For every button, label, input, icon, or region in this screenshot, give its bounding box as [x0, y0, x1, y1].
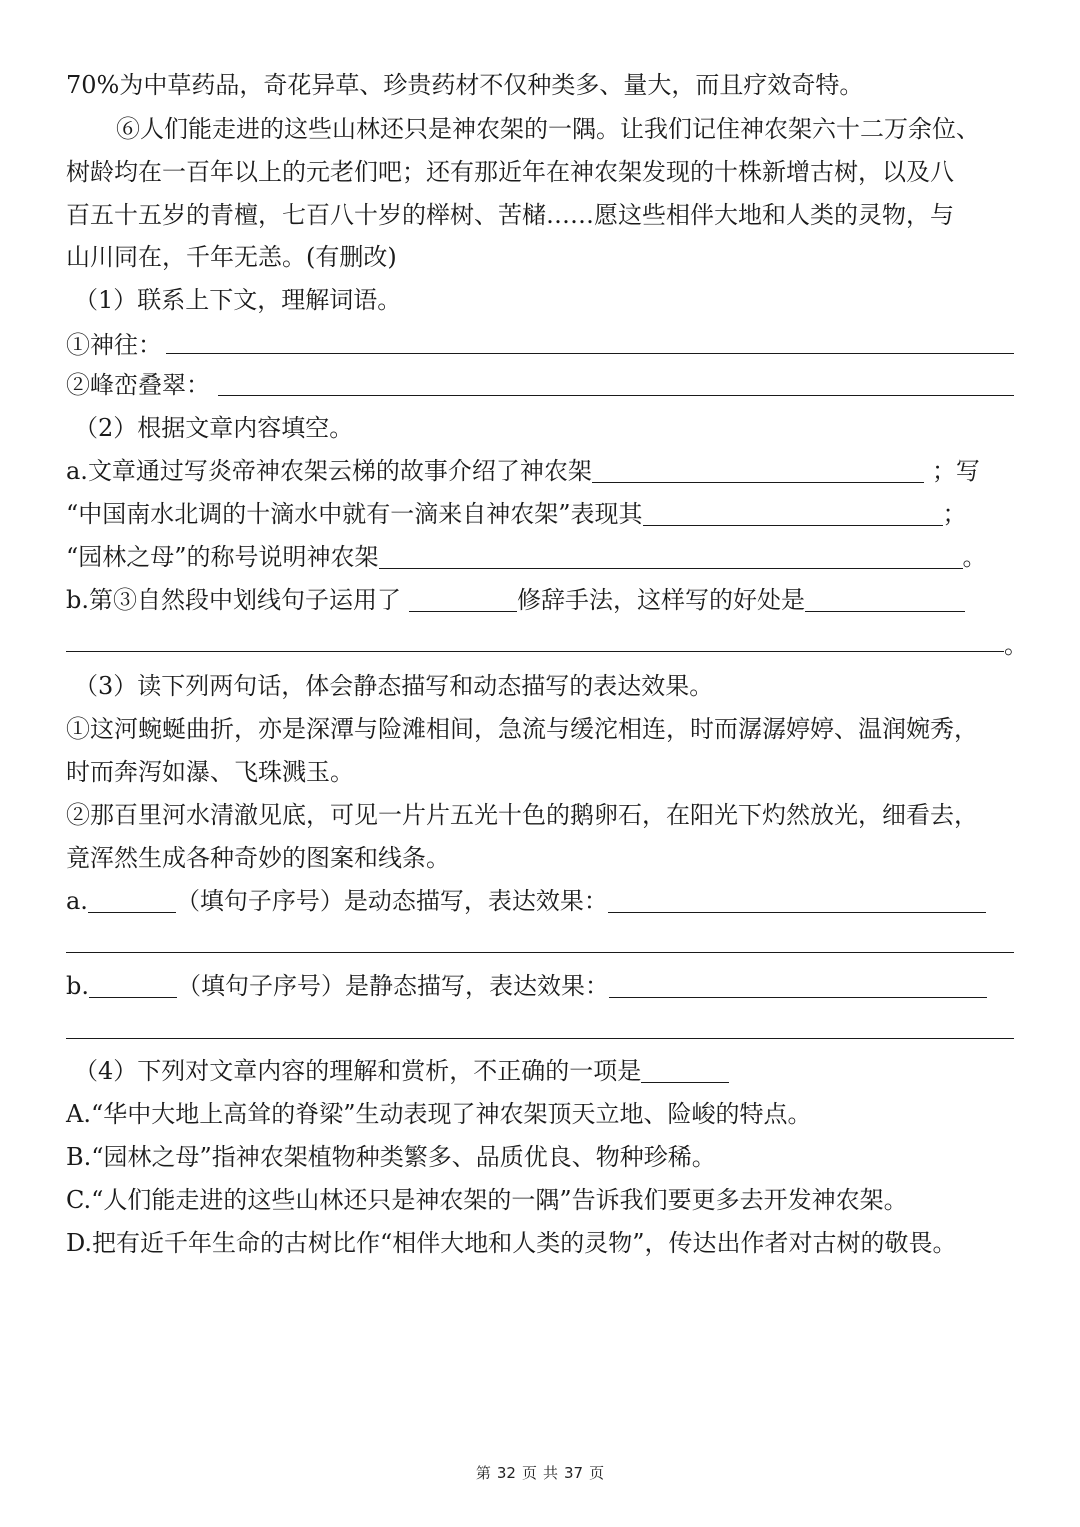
q3-a-blank-number[interactable] — [88, 886, 176, 913]
total-pages: 37 — [564, 1464, 584, 1482]
q2-a-text: ；写 — [931, 457, 980, 485]
q3-b-answer-line[interactable] — [66, 1038, 1014, 1039]
q3-b-text: b. — [66, 972, 89, 1000]
q3-sentence-2-line: 竟浑然生成各种奇妙的图案和线条。 — [66, 844, 450, 872]
q3-sentence-1-line: ①这河蜿蜒曲折，亦是深潭与险滩相间，急流与缓沱相连，时而潺潺婷婷、温润婉秀， — [66, 715, 978, 743]
q2-a-line-3 — [66, 542, 987, 572]
q3-sentence-1-line: 时而奔泻如瀑、飞珠溅玉。 — [66, 758, 354, 786]
q2-b-line-2-end: 。 — [1004, 631, 1028, 659]
q4-option-c: C.“人们能走进的这些山林还只是神农架的一隅”告诉我们要更多去开发神农架。 — [66, 1186, 908, 1214]
q3-b-blank-effect[interactable] — [609, 971, 987, 998]
paragraph-6-line: 山川同在，千年无恙。(有删改) — [66, 243, 397, 271]
q2-a-line-2 — [66, 499, 967, 529]
page-number: 32 — [496, 1464, 516, 1482]
q2-a-blank-1[interactable] — [592, 456, 924, 483]
q1-item-1-label: ①神往： — [66, 331, 162, 359]
q2-a-text: “中国南水北调的十滴水中就有一滴来自神农架”表现其 — [66, 500, 643, 528]
question-4-title: （4）下列对文章内容的理解和赏析，不正确的一项是 — [74, 1057, 642, 1085]
q1-item-2-label: ②峰峦叠翠： — [66, 371, 210, 399]
q2-a-blank-2[interactable] — [643, 499, 943, 526]
page-footer — [0, 1462, 1080, 1483]
q2-a-blank-3[interactable] — [379, 542, 963, 569]
q2-a-text: “园林之母”的称号说明神农架 — [66, 543, 379, 571]
q4-option-d: D.把有近千年生命的古树比作“相伴大地和人类的灵物”，传达出作者对古树的敬畏。 — [66, 1229, 957, 1257]
q2-b-blank-rhetoric[interactable] — [409, 585, 517, 612]
q2-a-line-1 — [66, 456, 980, 486]
q4-option-a: A.“华中大地上高耸的脊梁”生动表现了神农架顶天立地、险峻的特点。 — [66, 1100, 812, 1128]
q2-b-text: b.第③自然段中划线句子运用了 — [66, 586, 401, 614]
q3-b-text: （填句子序号）是静态描写，表达效果： — [177, 972, 609, 1000]
q2-a-text: a.文章通过写炎帝神农架云梯的故事介绍了神农架 — [66, 457, 592, 485]
q2-a-text: ； — [942, 500, 967, 528]
q2-b-text: 修辞手法，这样写的好处是 — [517, 586, 805, 614]
q3-a-blank-effect[interactable] — [608, 886, 986, 913]
paragraph-6-line: 百五十五岁的青檀，七百八十岁的榉树、苦槠……愿这些相伴大地和人类的灵物，与 — [66, 201, 954, 229]
q2-b-line-1 — [66, 585, 965, 615]
footer-ye: 页 — [521, 1464, 537, 1482]
q3-b-blank-number[interactable] — [89, 971, 177, 998]
q3-b-line — [66, 971, 987, 1001]
q2-b-answer-line[interactable] — [66, 651, 1004, 652]
q4-answer-blank[interactable] — [641, 1056, 729, 1083]
q2-b-blank-benefit[interactable] — [805, 585, 965, 612]
q3-a-line — [66, 886, 986, 916]
question-2-title: （2）根据文章内容填空。 — [74, 414, 354, 442]
question-4-line — [74, 1056, 729, 1086]
footer-ye2: 页 — [589, 1464, 605, 1482]
q1-item-1 — [66, 330, 162, 360]
paragraph-6-line: 树龄均在一百年以上的元老们吧；还有那近年在神农架发现的十株新增古树，以及八 — [66, 158, 954, 186]
q3-a-text: a. — [66, 887, 88, 915]
footer-di: 第 — [475, 1464, 491, 1482]
q2-a-text: 。 — [962, 543, 987, 571]
question-1-title: （1）联系上下文，理解词语。 — [74, 286, 402, 314]
q1-item-2 — [66, 370, 210, 400]
q3-sentence-2-line: ②那百里河水清澈见底，可见一片片五光十色的鹅卵石，在阳光下灼然放光，细看去， — [66, 801, 978, 829]
footer-gong: 共 — [543, 1464, 559, 1482]
passage-line: 70%为中草药品，奇花异草、珍贵药材不仅种类多、量大，而且疗效奇特。 — [66, 71, 864, 99]
q1-item-1-answer-line[interactable] — [166, 353, 1014, 354]
question-3-title: （3）读下列两句话，体会静态描写和动态描写的表达效果。 — [74, 672, 714, 700]
q1-item-2-answer-line[interactable] — [218, 395, 1014, 396]
paragraph-6-line: ⑥人们能走进的这些山林还只是神农架的一隅。让我们记住神农架六十二万余位、 — [116, 115, 980, 143]
q3-a-text: （填句子序号）是动态描写，表达效果： — [175, 887, 608, 915]
q3-a-answer-line[interactable] — [66, 952, 1014, 953]
q4-option-b: B.“园林之母”指神农架植物种类繁多、品质优良、物种珍稀。 — [66, 1143, 716, 1171]
